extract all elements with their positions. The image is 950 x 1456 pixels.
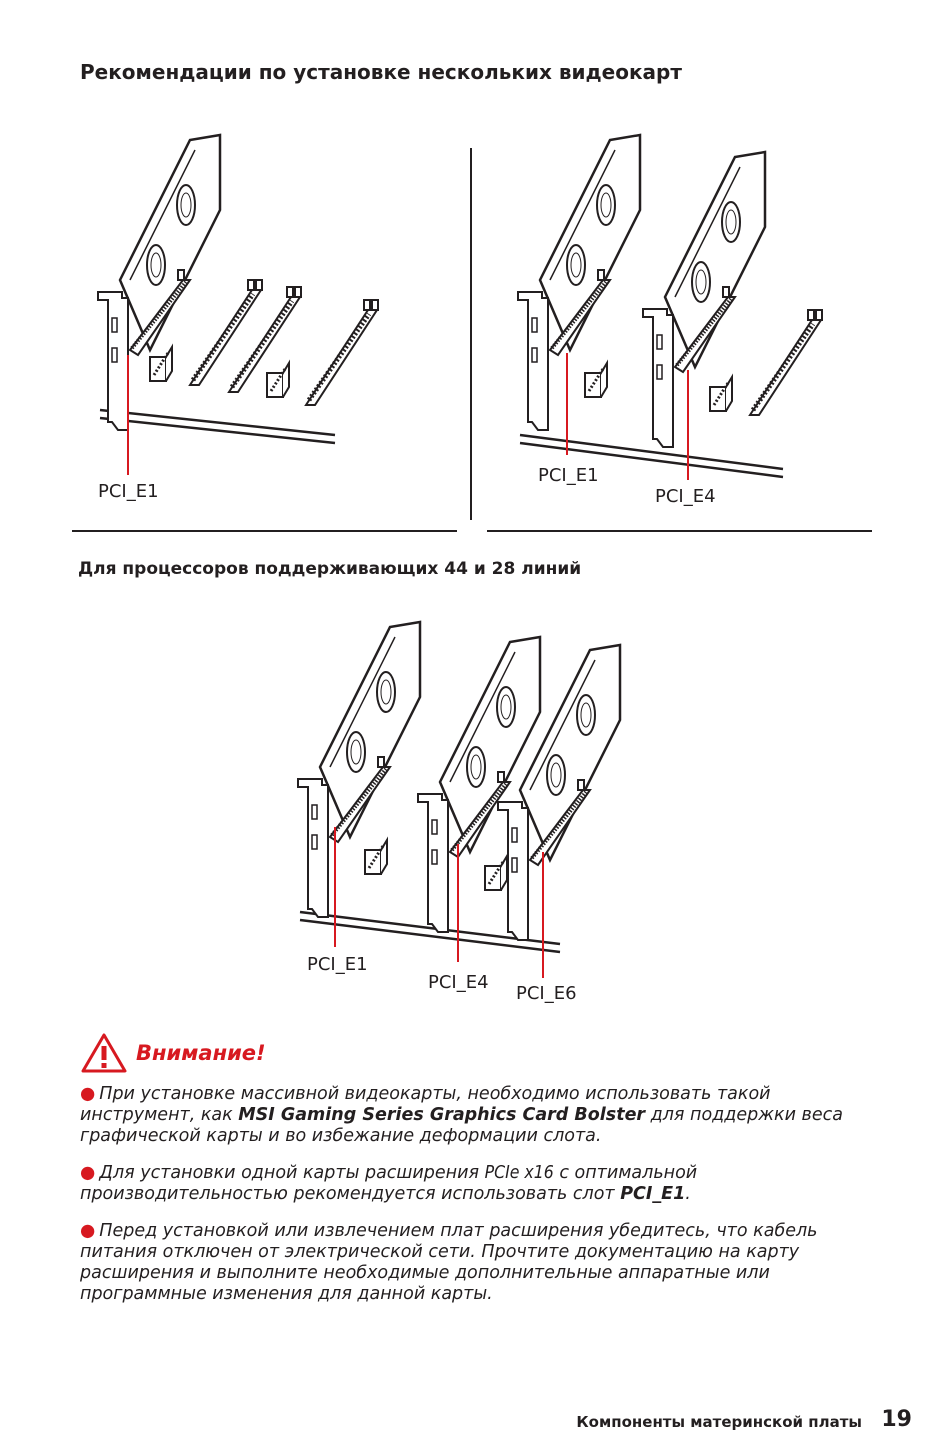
warning-title: Внимание! [136,1041,266,1065]
figure-two-cards [505,125,805,515]
bullet-icon: ● [80,1221,96,1241]
divider-left [72,530,457,532]
label-pci-e1: PCI_E1 [98,481,159,502]
page-number: 19 [881,1407,912,1432]
warning-icon [80,1032,128,1074]
label-pci-e1: PCI_E1 [538,465,599,486]
figure-single-card [80,125,460,515]
label-pci-e1: PCI_E1 [307,954,368,975]
divider-vertical [470,148,472,520]
divider-right [487,530,872,532]
bullet-icon: ● [80,1084,96,1104]
figure-three-cards [285,612,585,1012]
subtitle: Для процессоров поддерживающих 44 и 28 линий [78,559,582,579]
warning-header [80,1032,266,1074]
label-pci-e6: PCI_E6 [516,983,577,1004]
section-title: Рекомендации по установке нескольких видеокарт [80,60,682,84]
warning-note-2: ● Для установки одной карты расширения PCIe x16 с оптимальной производительностью рекомендуется использовать слот PCI_E1. [80,1163,698,1204]
warning-note-1: ● При установке массивной видеокарты, необходимо использовать такой инструмент, как MSI Gaming Series Graphics Card Bolster для поддержки веса графической карты и во избежание деформации слота. [80,1084,843,1146]
label-pci-e4: PCI_E4 [428,972,489,993]
warning-note-3: ● Перед установкой или извлечением плат расширения убедитесь, что кабель питания отключен от электрической сети. Прочтите документацию на карту расширения и выполните необходимые дополнительные аппаратные или программные изменения для данной карты. [80,1221,818,1304]
bullet-icon: ● [80,1163,96,1183]
label-pci-e4: PCI_E4 [655,486,716,507]
footer-section: Компоненты материнской платы [576,1413,862,1431]
